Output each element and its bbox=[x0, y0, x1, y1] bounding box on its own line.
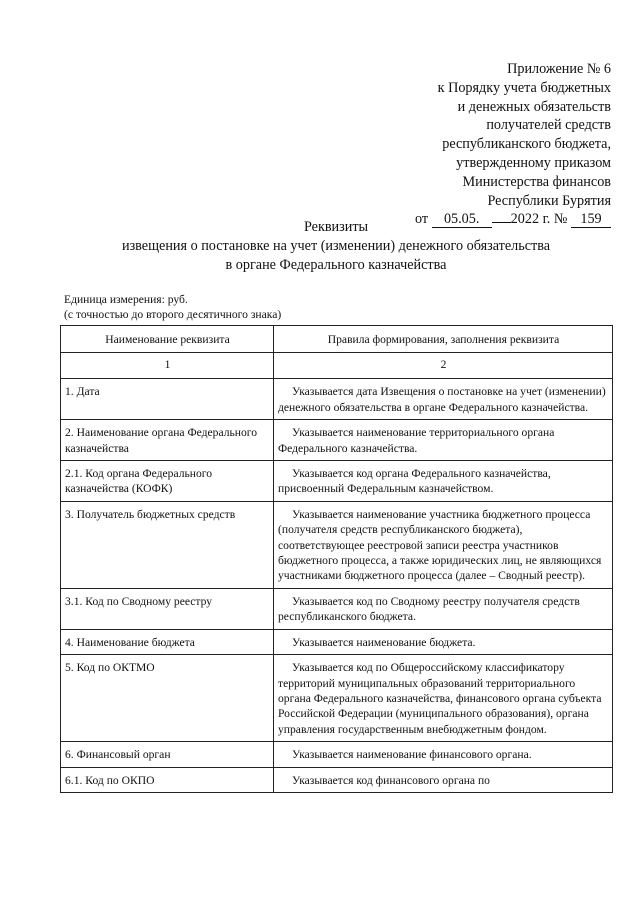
title-line: в органе Федерального казначейства bbox=[225, 256, 447, 273]
requisite-name: 5. Код по ОКТМО bbox=[61, 655, 274, 742]
appendix-line: получателей средств bbox=[486, 117, 611, 134]
requisite-name: 6.1. Код по ОКПО bbox=[61, 767, 274, 792]
measurement-unit-note bbox=[64, 292, 281, 322]
requisite-rule: Указывается наименование участника бюджетного процесса (получателя средств республиканского бюджета), соответствующее реестровой записи реестра участников бюджетного процесса, а также юридических лиц, не являющихся участниками бюджетного процесса (далее – Сводный реестр). bbox=[274, 501, 613, 588]
requisite-rule: Указывается дата Извещения о постановке на учет (изменении) денежного обязательства в органе Федерального казначейства. bbox=[274, 379, 613, 420]
unit-line: Единица измерения: руб. bbox=[64, 293, 188, 306]
table-row bbox=[61, 420, 613, 461]
requisite-name: 1. Дата bbox=[61, 379, 274, 420]
appendix-header bbox=[415, 60, 611, 229]
header-cell-name: Наименование реквизита bbox=[61, 326, 274, 353]
column-number: 1 bbox=[61, 353, 274, 379]
header-cell-rule: Правила формирования, заполнения реквизита bbox=[274, 326, 613, 353]
requisite-name: 2. Наименование органа Федерального казначейства bbox=[61, 420, 274, 461]
requisite-name: 4. Наименование бюджета bbox=[61, 629, 274, 654]
requisite-name: 2.1. Код органа Федерального казначейства (КОФК) bbox=[61, 461, 274, 502]
appendix-line: Республики Бурятия bbox=[487, 192, 611, 209]
requisite-rule: Указывается наименование бюджета. bbox=[274, 629, 613, 654]
table-row bbox=[61, 588, 613, 629]
appendix-line: Приложение № 6 bbox=[507, 61, 611, 77]
requisite-rule: Указывается код органа Федерального казначейства, присвоенный Федеральным казначейством. bbox=[274, 461, 613, 502]
column-number: 2 bbox=[274, 353, 613, 379]
requisite-rule: Указывается наименование территориального органа Федерального казначейства. bbox=[274, 420, 613, 461]
table-header-row bbox=[61, 326, 613, 353]
appendix-line: Министерства финансов bbox=[462, 173, 611, 190]
title-line: извещения о постановке на учет (изменении) денежного обязательства bbox=[121, 237, 551, 254]
requisite-rule: Указывается код по Общероссийскому классификатору территорий муниципальных образований территориального органа Федерального казначейства, финансового органа субъекта Российской Федерации (муниципального образования), органа управления государственным внебюджетным фондом. bbox=[274, 655, 613, 742]
order-number: 159 bbox=[571, 212, 611, 228]
column-number-row bbox=[61, 353, 613, 379]
requisites-table bbox=[60, 325, 613, 793]
order-date: 05.05. bbox=[432, 212, 492, 228]
appendix-line: к Порядку учета бюджетных bbox=[437, 79, 611, 96]
title-line: Реквизиты bbox=[303, 219, 369, 235]
requisite-name: 3. Получатель бюджетных средств bbox=[61, 501, 274, 588]
appendix-line: и денежных обязательств bbox=[457, 98, 611, 115]
table-row bbox=[61, 655, 613, 742]
precision-line: (с точностью до второго десятичного знака) bbox=[64, 308, 282, 321]
appendix-line: утвержденному приказом bbox=[456, 154, 611, 171]
table-row bbox=[61, 629, 613, 654]
appendix-line: республиканского бюджета, bbox=[442, 136, 611, 153]
document-title bbox=[0, 218, 640, 274]
table-row bbox=[61, 461, 613, 502]
requisite-rule: Указывается наименование финансового органа. bbox=[274, 742, 613, 767]
order-prefix: от bbox=[415, 211, 429, 228]
table-row bbox=[61, 379, 613, 420]
table-row bbox=[61, 767, 613, 792]
table-row bbox=[61, 742, 613, 767]
requisite-name: 3.1. Код по Сводному реестру bbox=[61, 588, 274, 629]
table-row bbox=[61, 501, 613, 588]
requisite-rule: Указывается код по Сводному реестру получателя средств республиканского бюджета. bbox=[274, 588, 613, 629]
order-year: 2022 г. № bbox=[510, 211, 568, 228]
requisite-name: 6. Финансовый орган bbox=[61, 742, 274, 767]
requisite-rule: Указывается код финансового органа по bbox=[274, 767, 613, 792]
